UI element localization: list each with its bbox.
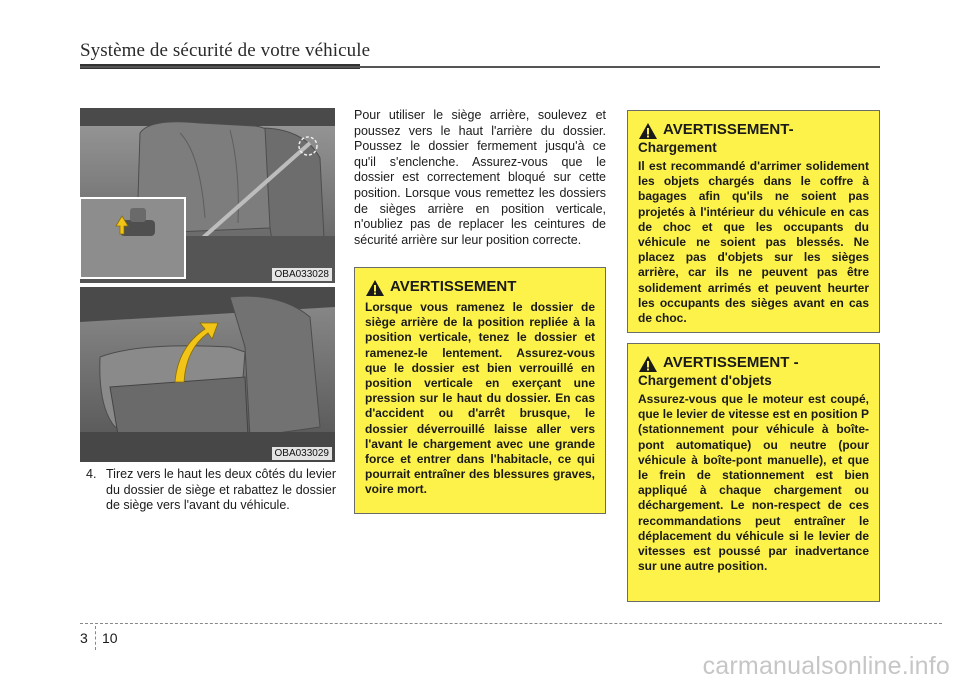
warning-triangle-icon <box>638 122 658 140</box>
body-paragraph: Pour utiliser le siège arrière, soulevez et poussez vers le haut l'arrière du dossier. Poussez le dossier fermement jusqu'à ce qu'il s'enclenche. Assurez-vous que le dossier est correctement bloqué sur cette position. Lorsque vous remettez les dossiers de sièges arrière en position verticale, n'oubliez pas de replacer les ceintures de sécurité arrière sur leur position correcte. <box>354 108 606 247</box>
page-number-separator <box>95 626 96 650</box>
figure-label: OBA033028 <box>272 268 333 281</box>
watermark: carmanualsonline.info <box>702 652 950 680</box>
figure-seat-lever <box>80 108 335 283</box>
warning-box-seat-back <box>354 267 606 514</box>
warning-subtitle: Chargement <box>638 140 717 155</box>
warning-body: Lorsque vous ramenez le dossier de siège arrière de la position repliée à la position verticale, tenez le dossier et ramenez-le lentement. Assurez-vous que le dossier est bien verrouillé en position verticale en exerçant une pression sur le haut du dossier. En cas d'accident ou d'arrêt brusque, le dossier déverrouillé laisse aller vers l'avant le chargement avec une grande force et entrer dans l'habitacle, ce qui pourrait entraîner des blessures graves, voire mort. <box>365 300 595 497</box>
warning-title: AVERTISSEMENT- <box>663 121 794 138</box>
warning-body: Il est recommandé d'arrimer solidement les objets chargés dans le coffre à bagages afin qu'ils ne soient pas projetés à l'intérieur du véhicule en cas de choc et que les occupants du véhicule ne soient pas blessés. Ne placez pas d'objets sur les sièges arrière, car ils ne peuvent pas être solidement arrimés et peuvent heurter les occupants des sièges avant en cas de choc. <box>638 159 869 326</box>
page-number: 10 <box>102 630 118 646</box>
figure-seat-fold <box>80 287 335 462</box>
warning-box-loading <box>627 110 880 333</box>
figure-label: OBA033029 <box>272 447 333 460</box>
seat-fold-illustration <box>80 287 335 462</box>
seat-lever-illustration <box>80 108 335 283</box>
warning-box-loading-objects <box>627 343 880 602</box>
warning-body: Assurez-vous que le moteur est coupé, que le levier de vitesse est en position P (stationnement pour véhicule à boîte-pont automatique) ou neutre (pour véhicule à boîte-pont manuelle), et que le frein de stationnement est bien appliqué à chaque chargement ou déchargement. Le non-respect de ces recommandations peut entraîner le déplacement du véhicule si le levier de vitesses est poussé par inadvertance sur une autre position. <box>638 392 869 574</box>
step-text: Tirez vers le haut les deux côtés du levier du dossier de siège et rabattez le dossier de siège vers l'avant du véhicule. <box>106 467 336 512</box>
header-rule <box>80 66 880 68</box>
step-number: 4. <box>86 467 97 481</box>
page-section-number: 3 <box>80 630 88 646</box>
page-header-title: Système de sécurité de votre véhicule <box>80 40 371 61</box>
warning-title: AVERTISSEMENT <box>390 278 517 295</box>
instruction-step <box>80 467 336 514</box>
warning-title: AVERTISSEMENT - <box>663 354 799 371</box>
footer-rule <box>80 623 942 624</box>
warning-triangle-icon <box>365 279 385 297</box>
warning-subtitle: Chargement d'objets <box>638 373 772 388</box>
warning-triangle-icon <box>638 355 658 373</box>
